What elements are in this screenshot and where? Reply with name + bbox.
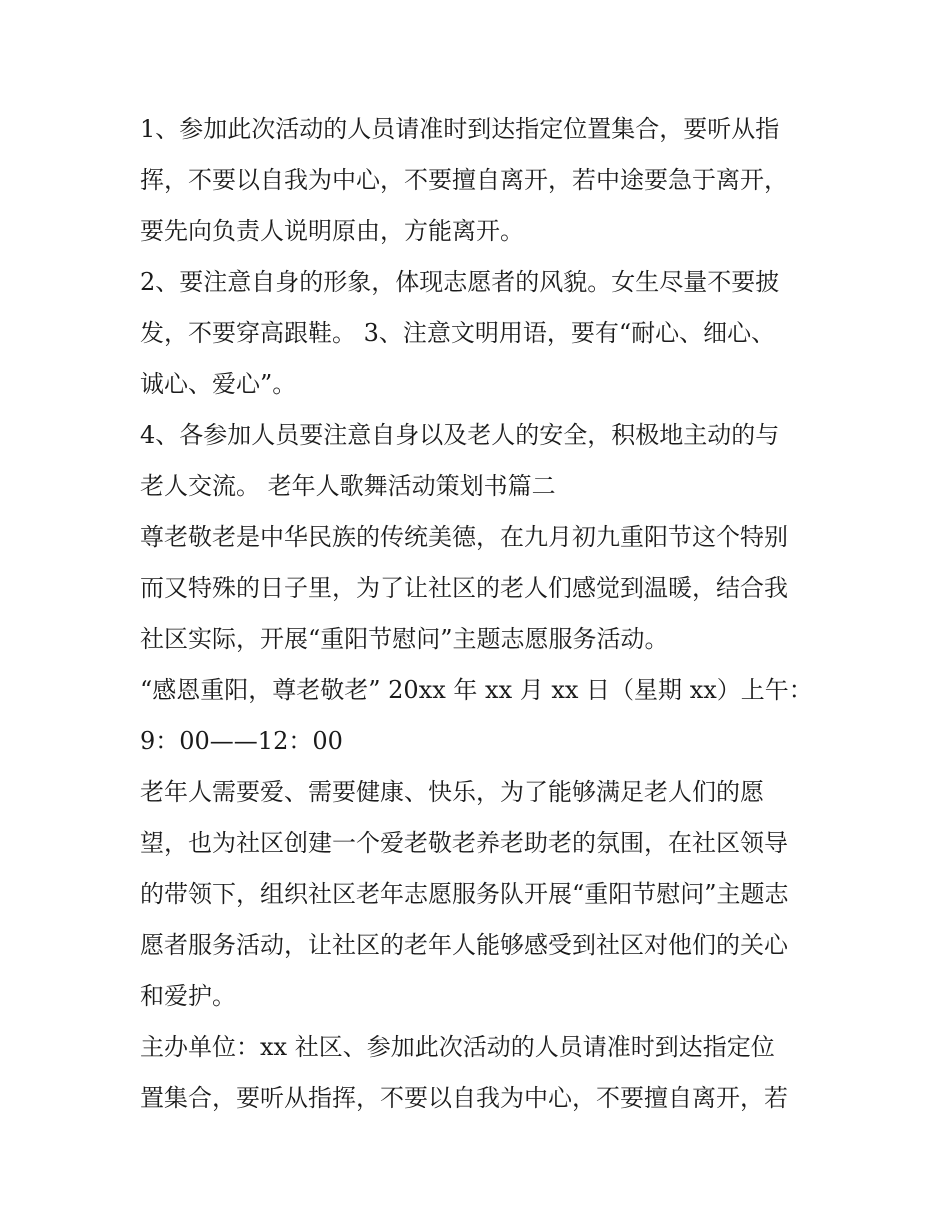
text-line: 主办单位：xx 社区、参加此次活动的人员请准时到达指定位	[140, 1033, 775, 1061]
text-line: 的带领下，组织社区老年志愿服务队开展“重阳节慰问”主题志	[140, 880, 789, 908]
text-line: 挥，不要以自我为中心，不要擅自离开，若中途要急于离开，	[140, 166, 788, 194]
text-line: 而又特殊的日子里，为了让社区的老人们感觉到温暖，结合我	[140, 574, 788, 602]
text-line: 1、参加此次活动的人员请准时到达指定位置集合，要听从指	[140, 115, 780, 143]
text-line: 发，不要穿高跟鞋。 3、注意文明用语，要有“耐心、细心、	[140, 319, 776, 347]
text-line: 社区实际，开展“重阳节慰问”主题志愿服务活动。	[140, 625, 669, 653]
text-line: 要先向负责人说明原由，方能离开。	[140, 217, 524, 245]
text-line: 4、各参加人员要注意自身以及老人的安全，积极地主动的与	[140, 421, 780, 449]
text-line: 2、要注意自身的形象，体现志愿者的风貌。女生尽量不要披	[140, 268, 780, 296]
text-line: 老人交流。 老年人歌舞活动策划书篇二	[140, 472, 556, 500]
text-line: 置集合，要听从指挥，不要以自我为中心，不要擅自离开，若	[140, 1084, 788, 1112]
text-line: 诚心、爱心”。	[140, 370, 297, 398]
text-line: “感恩重阳，尊老敬老” 20xx 年 xx 月 xx 日（星期 xx）上午：	[140, 676, 813, 704]
text-line: 和爱护。	[140, 982, 236, 1010]
text-line: 9：00——12：00	[140, 727, 343, 755]
document-body	[140, 104, 820, 1124]
text-line: 望，也为社区创建一个爱老敬老养老助老的氛围，在社区领导	[140, 829, 788, 857]
text-line: 愿者服务活动，让社区的老年人能够感受到社区对他们的关心	[140, 931, 788, 959]
text-line: 老年人需要爱、需要健康、快乐，为了能够满足老人们的愿	[140, 778, 764, 806]
text-line: 尊老敬老是中华民族的传统美德，在九月初九重阳节这个特别	[140, 523, 788, 551]
